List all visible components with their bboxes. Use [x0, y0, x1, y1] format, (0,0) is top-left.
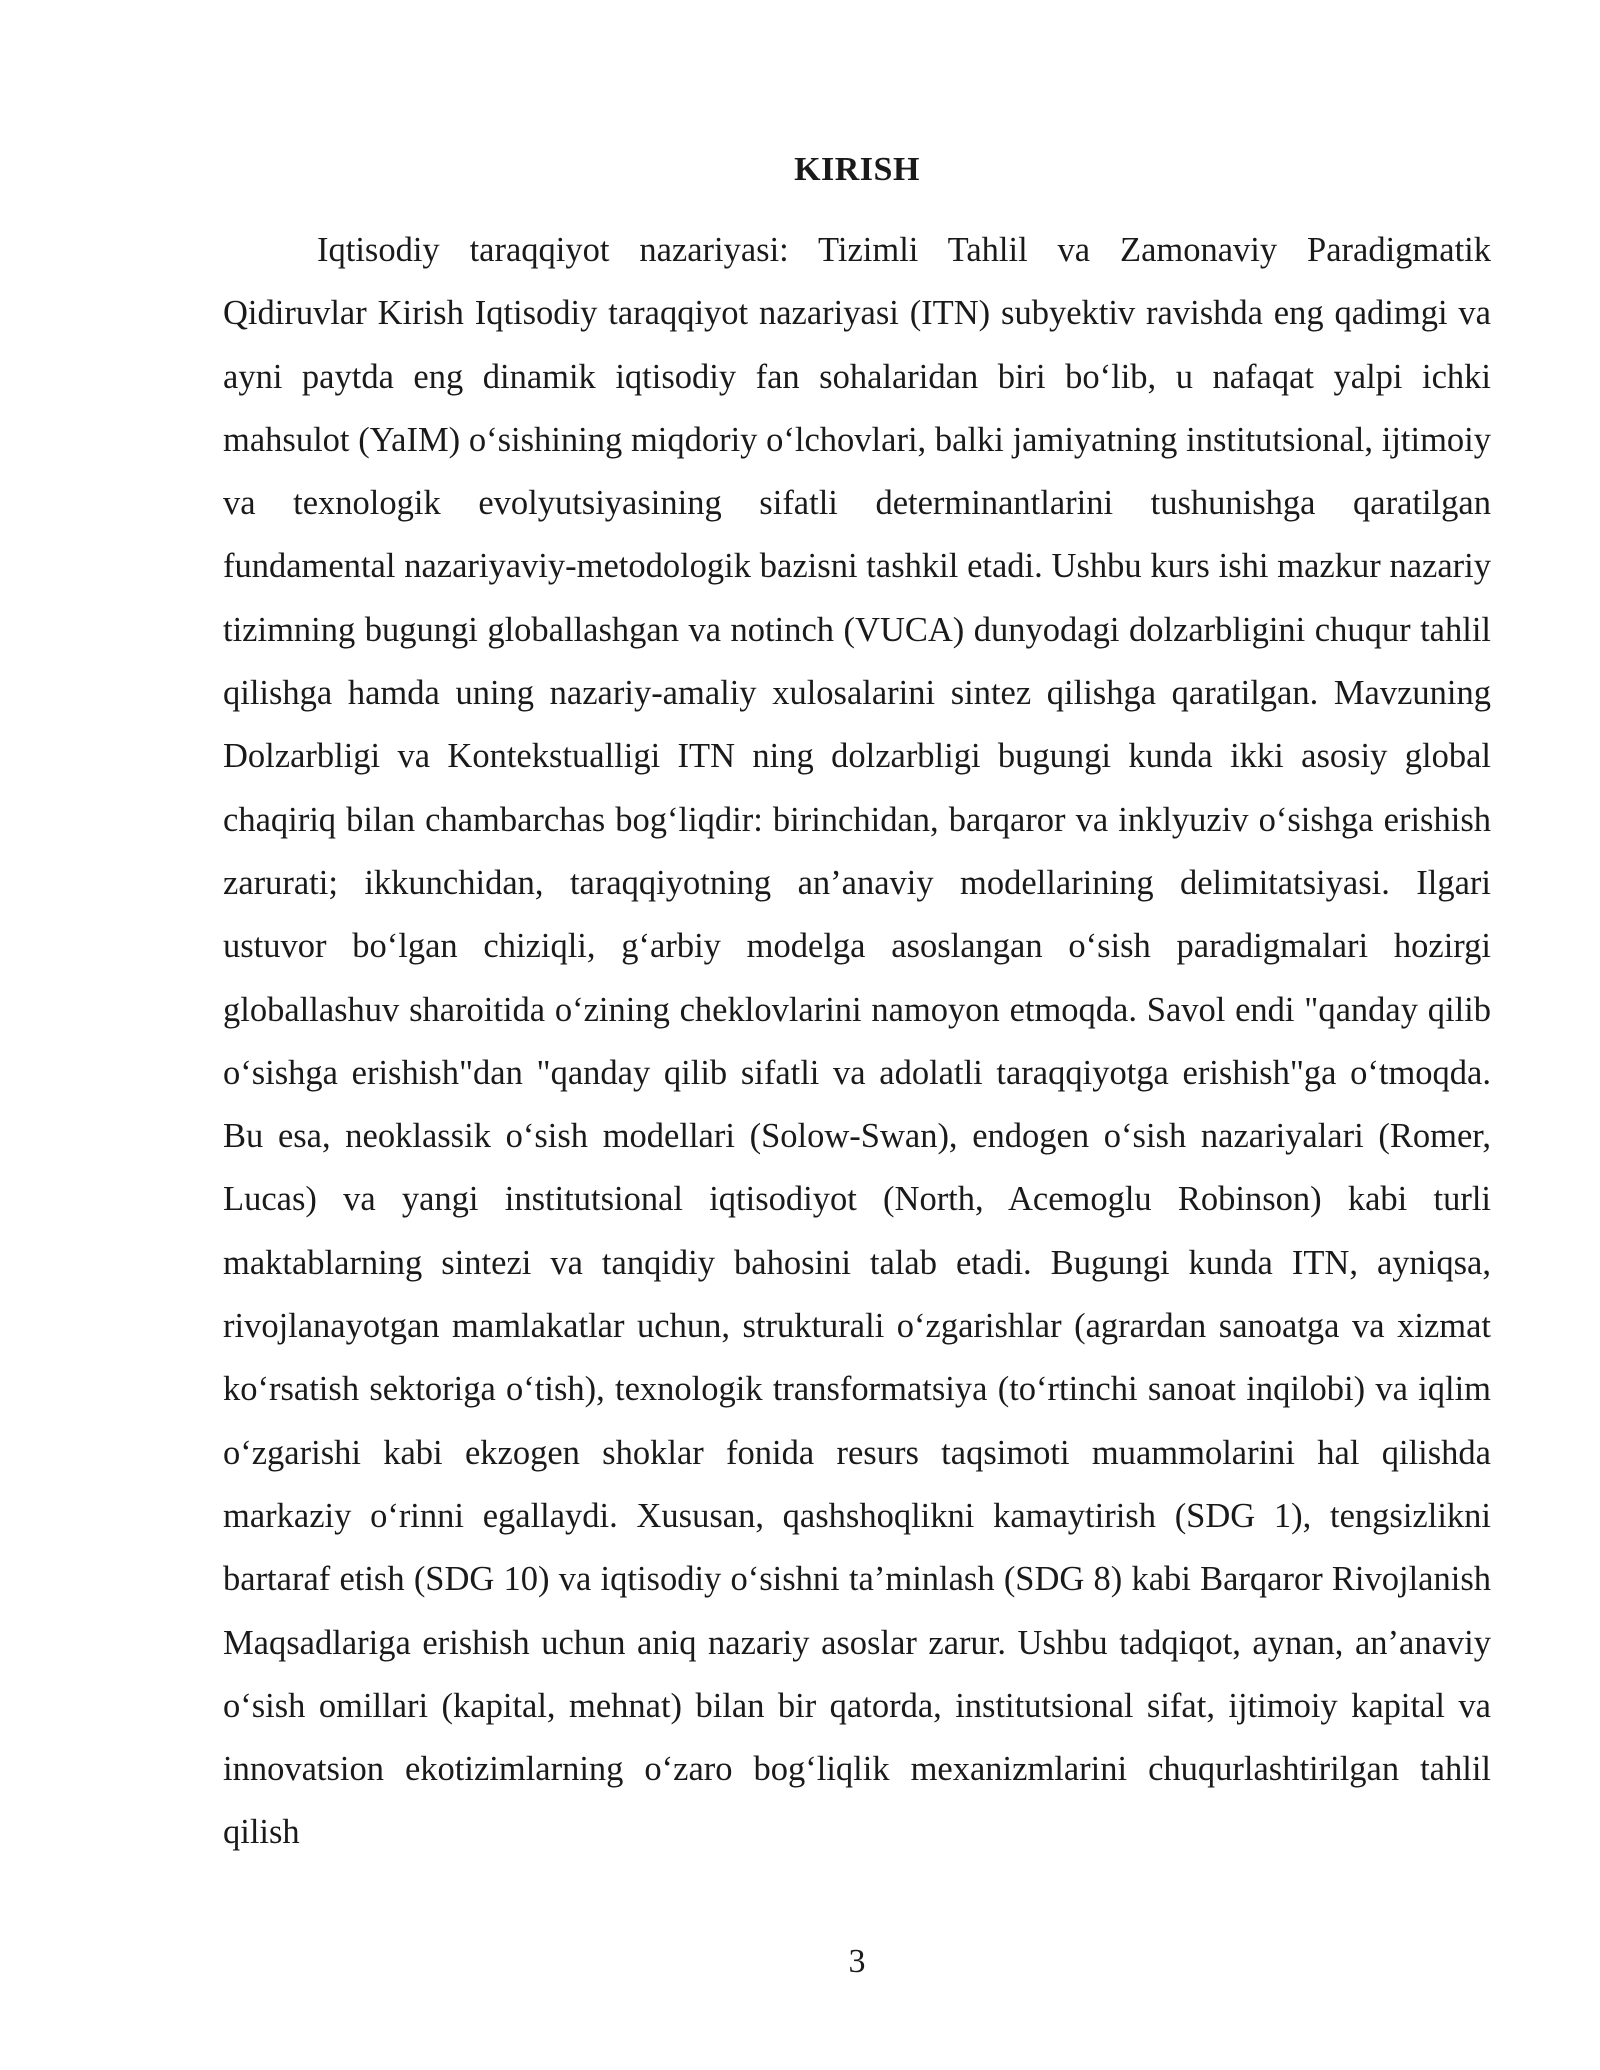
body-paragraph: Iqtisodiy taraqqiyot nazariyasi: Tizimli Tahlil va Zamonaviy Paradigmatik Qidiruvlar Kirish Iqtisodiy taraqqiyot nazariyasi (ITN) subyektiv ravishda eng qadimgi va ayni paytda eng dinamik iqtisodiy fan sohalaridan biri bo‘lib, u nafaqat yalpi ichki mahsulot (YaIM) o‘sishining miqdoriy o‘lchovlari, balki jamiyatning institutsional, ijtimoiy va texnologik evolyutsiyasining sifatli determinantlarini tushunishga qaratilgan fundamental nazariyaviy-metodologik bazisni tashkil etadi. Ushbu kurs ishi mazkur nazariy tizimning bugungi globallashgan va notinch (VUCA) dunyodagi dolzarbligini chuqur tahlil qilishga hamda uning nazariy-amaliy xulosalarini sintez qilishga qaratilgan. Mavzuning Dolzarbligi va Kontekstualligi ITN ning dolzarbligi bugungi kunda ikki asosiy global chaqiriq bilan chambarchas bog‘liqdir: birinchidan, barqaror va inklyuziv o‘sishga erishish zarurati; ikkunchidan, taraqqiyotning an’anaviy modellarining delimitatsiyasi. Ilgari ustuvor bo‘lgan chiziqli, g‘arbiy modelga asoslangan o‘sish paradigmalari hozirgi globallashuv sharoitida o‘zining cheklovlarini namoyon etmoqda. Savol endi "qanday qilib o‘sishga erishish"dan "qanday qilib sifatli va adolatli taraqqiyotga erishish"ga o‘tmoqda. Bu esa, neoklassik o‘sish modellari (Solow-Swan), endogen o‘sish nazariyalari (Romer, Lucas) va yangi institutsional iqtisodiyot (North, Acemoglu Robinson) kabi turli maktablarning sintezi va tanqidiy bahosini talab etadi. Bugungi kunda ITN, ayniqsa, rivojlanayotgan mamlakatlar uchun, strukturali o‘zgarishlar (agrardan sanoatga va xizmat ko‘rsatish sektoriga o‘tish), texnologik transformatsiya (to‘rtinchi sanoat inqilobi) va iqlim o‘zgarishi kabi ekzogen shoklar fonida resurs taqsimoti muammolarini hal qilishda markaziy o‘rinni egallaydi. Xususan, qashshoqlikni kamaytirish (SDG 1), tengsizlikni bartaraf etish (SDG 10) va iqtisodiy o‘sishni ta’minlash (SDG 8) kabi Barqaror Rivojlanish Maqsadlariga erishish uchun aniq nazariy asoslar zarur. Ushbu tadqiqot, aynan, an’anaviy o‘sish omillari (kapital, mehnat) bilan bir qatorda, institutsional sifat, ijtimoiy kapital va innovatsion ekotizimlarning o‘zaro bog‘liqlik mexanizmlarini chuqurlashtirilgan tahlil qilish: [223, 231, 1491, 1852]
page-number: 3: [848, 1943, 866, 1980]
page-title: KIRISH: [794, 151, 920, 188]
